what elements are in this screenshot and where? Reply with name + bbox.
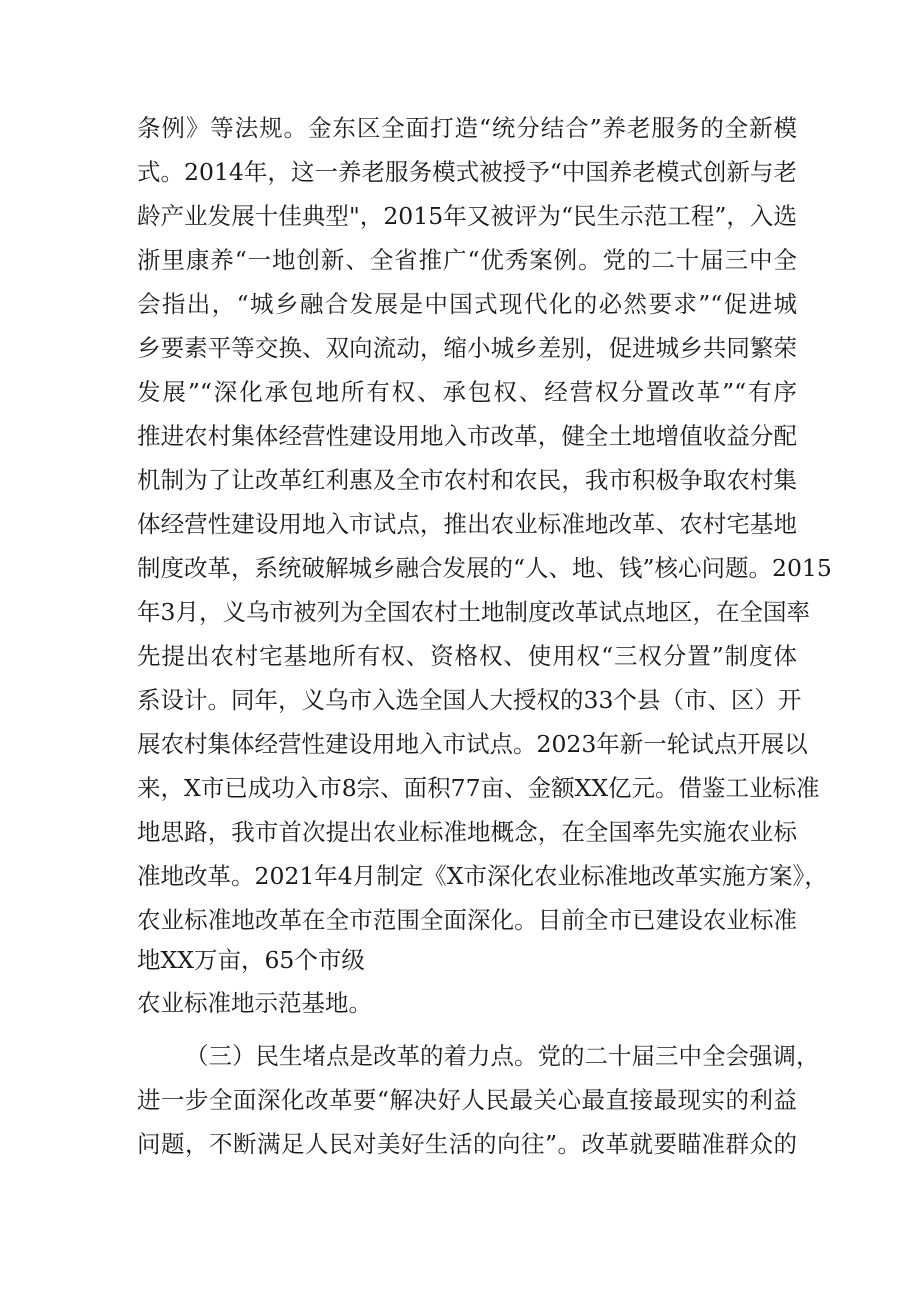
text-line: 推进农村集体经营性建设用地入市改革，健全土地增值收益分配 xyxy=(137,422,797,450)
text-line: 发展”“深化承包地所有权、承包权、经营权分置改革”“有序 xyxy=(137,378,797,406)
text-line: 系设计。同年，义乌市入选全国人大授权的33个县（市、区）开 xyxy=(137,686,802,714)
text-line: 准地改革。2021年4月制定《X市深化农业标准地改革实施方案》， xyxy=(137,862,828,890)
text-line: 年3月，义乌市被列为全国农村土地制度改革试点地区，在全国率 xyxy=(137,598,810,626)
text-line: 问题，不断满足人民对美好生活的向往”。改革就要瞄准群众的 xyxy=(137,1130,797,1158)
text-line: 制度改革，系统破解城乡融合发展的“人、地、钱”核心问题。2015 xyxy=(137,554,832,582)
text-line: 乡要素平等交换、双向流动，缩小城乡差别，促进城乡共同繁荣 xyxy=(137,334,797,362)
text-line: 农业标准地改革在全市范围全面深化。目前全市已建设农业标准 xyxy=(137,906,797,934)
section-heading-line: （三）民生堵点是改革的着力点。党的二十届三中全会强调， xyxy=(185,1042,820,1070)
text-line: 会指出，“城乡融合发展是中国式现代化的必然要求”“促进城 xyxy=(137,290,797,318)
text-line: 机制为了让改革红利惠及全市农村和农民，我市积极争取农村集 xyxy=(137,466,797,494)
text-line: 进一步全面深化改革要“解决好人民最关心最直接最现实的利益 xyxy=(137,1086,797,1114)
text-line: 体经营性建设用地入市试点，推出农业标准地改革、农村宅基地 xyxy=(137,510,797,538)
text-line: 条例》等法规。金东区全面打造“统分结合”养老服务的全新模 xyxy=(137,114,797,142)
text-line: 地思路，我市首次提出农业标准地概念，在全国率先实施农业标 xyxy=(137,818,797,846)
text-line: 来，X市已成功入市8宗、面积77亩、金额XX亿元。借鉴工业标准 xyxy=(137,774,820,802)
text-line: 龄产业发展十佳典型"，2015年又被评为“民生示范工程”，入选 xyxy=(137,202,797,230)
text-line: 展农村集体经营性建设用地入市试点。2023年新一轮试点开展以 xyxy=(137,730,808,758)
text-line: 地XX万亩，65个市级 xyxy=(137,946,365,974)
text-line: 浙里康养“一地创新、全省推广“优秀案例。党的二十届三中全 xyxy=(137,246,797,274)
text-line: 农业标准地示范基地。 xyxy=(137,989,372,1017)
text-line: 先提出农村宅基地所有权、资格权、使用权“三权分置”制度体 xyxy=(137,642,797,670)
text-line: 式。2014年，这一养老服务模式被授予“中国养老模式创新与老 xyxy=(137,158,797,186)
